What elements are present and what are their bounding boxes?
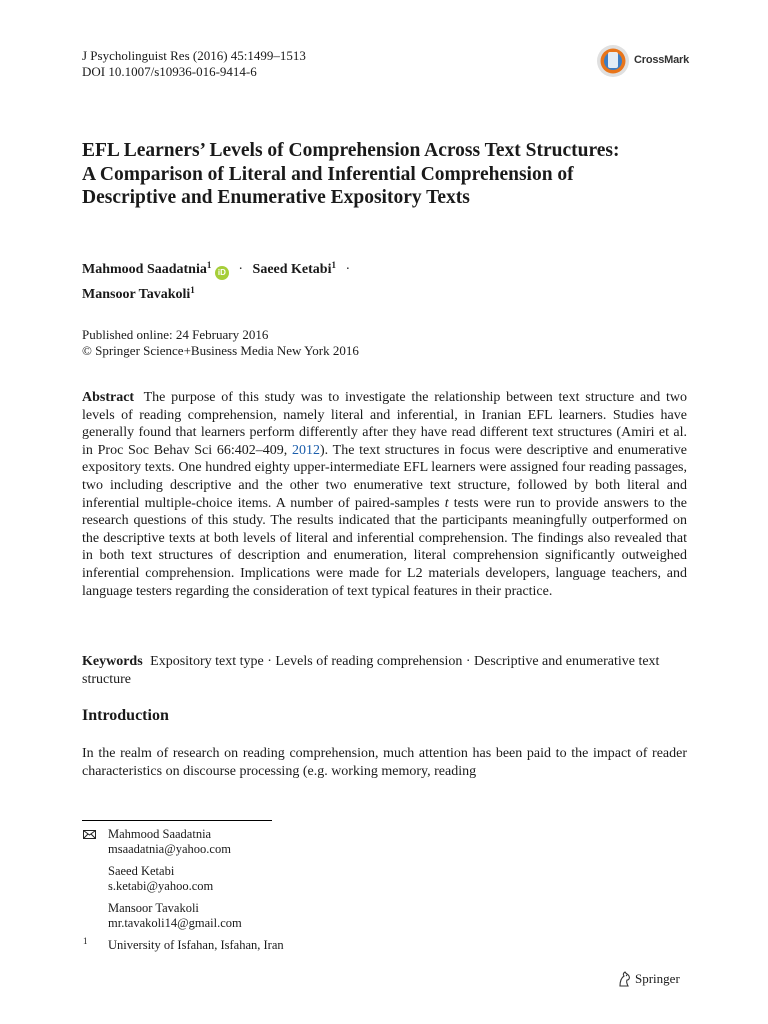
contact-name: Mansoor Tavakoli bbox=[108, 901, 199, 915]
affiliation-number: 1 bbox=[83, 936, 88, 946]
abstract-text: tests were run to provide answers to the research questions of this study. The results indicated that the participants meaningfully outperformed on the descriptive texts at both levels of literal and inferential comprehension. The findings also revealed that in both text structures of description and enumeration, literal comprehension significantly outweighed inferential comprehension. Implications were made for L2 materials developers, language teachers, and language testers regarding the consideration of text typical features in their practice. bbox=[82, 495, 688, 599]
doi-line: DOI 10.1007/s10936-016-9414-6 bbox=[82, 64, 257, 79]
crossmark-icon bbox=[596, 44, 630, 78]
contact-email[interactable]: msaadatnia@yahoo.com bbox=[108, 842, 231, 856]
author-name[interactable]: Mahmood Saadatnia bbox=[82, 262, 207, 277]
keywords-label: Keywords bbox=[82, 654, 143, 669]
publication-info bbox=[82, 327, 359, 359]
author-name[interactable]: Mansoor Tavakoli bbox=[82, 287, 191, 302]
springer-horse-icon bbox=[617, 971, 631, 987]
author-affiliation-mark: 1 bbox=[206, 260, 212, 270]
contact-name: Saeed Ketabi bbox=[108, 864, 175, 878]
journal-line: J Psycholinguist Res (2016) 45:1499–1513 bbox=[82, 48, 306, 63]
contact-name: Mahmood Saadatnia bbox=[108, 827, 212, 841]
publisher-name: Springer bbox=[635, 971, 680, 986]
contact-entry bbox=[82, 901, 284, 931]
footnotes bbox=[82, 827, 284, 953]
abstract-label: Abstract bbox=[82, 390, 135, 405]
author-name[interactable]: Saeed Ketabi bbox=[252, 262, 332, 277]
abstract-text: The purpose of this study was to investigate the relationship between text structure and two levels of reading comprehension, namely literal and inferential, in Iranian EFL learners. Studies have generally found that learners perform differently after they have read different text structures (Amiri et al. in Proc Soc Behav Sci 66:402–409, bbox=[82, 390, 687, 458]
author-affiliation-mark: 1 bbox=[190, 285, 195, 295]
author-affiliation-mark: 1 bbox=[331, 260, 336, 270]
springer-logo[interactable] bbox=[617, 971, 680, 987]
footnote-divider bbox=[82, 820, 272, 821]
contact-email[interactable]: s.ketabi@yahoo.com bbox=[108, 879, 214, 893]
contact-entry bbox=[82, 864, 284, 894]
citation-link[interactable]: 2012 bbox=[292, 442, 321, 458]
author-separator: · bbox=[345, 262, 351, 277]
envelope-icon bbox=[83, 830, 96, 839]
crossmark-badge[interactable] bbox=[596, 44, 692, 78]
introduction-paragraph: In the realm of research on reading comprehension, much attention has been paid to the impact of reader characteristics on discourse processing (e.g. working memory, reading bbox=[82, 746, 687, 779]
journal-citation bbox=[82, 48, 306, 80]
orcid-icon[interactable]: iD bbox=[215, 266, 229, 280]
author-list bbox=[82, 255, 356, 305]
abstract-paragraph bbox=[82, 389, 687, 600]
keywords-text: Expository text type · Levels of reading comprehension · Descriptive and enumerative text structure bbox=[82, 654, 660, 687]
affiliation-entry bbox=[82, 938, 284, 953]
keywords-paragraph bbox=[82, 653, 687, 688]
contact-email[interactable]: mr.tavakoli14@gmail.com bbox=[108, 916, 242, 930]
affiliation-text: University of Isfahan, Isfahan, Iran bbox=[108, 938, 284, 952]
contact-entry bbox=[82, 827, 284, 857]
copyright-line: © Springer Science+Business Media New York 2016 bbox=[82, 343, 359, 358]
author-separator: · bbox=[238, 262, 244, 277]
abstract-italic-term: t bbox=[444, 495, 449, 511]
section-heading: Introduction bbox=[82, 707, 169, 724]
abstract-text: ). The text structures in focus were descriptive and enumerative expository texts. One hundred eighty upper-intermediate EFL learners were assigned four reading passages, two including descriptive and the other two enumerative text structure, followed by both literal and inferential multiple-choice items. A number of paired-samples bbox=[82, 442, 687, 511]
published-date: Published online: 24 February 2016 bbox=[82, 327, 269, 342]
article-title: EFL Learners’ Levels of Comprehension Across Text Structures: A Comparison of Literal and Inferential Comprehension of Descriptive and Enumerative Expository Texts bbox=[82, 140, 620, 208]
crossmark-label: CrossMark bbox=[634, 54, 690, 66]
